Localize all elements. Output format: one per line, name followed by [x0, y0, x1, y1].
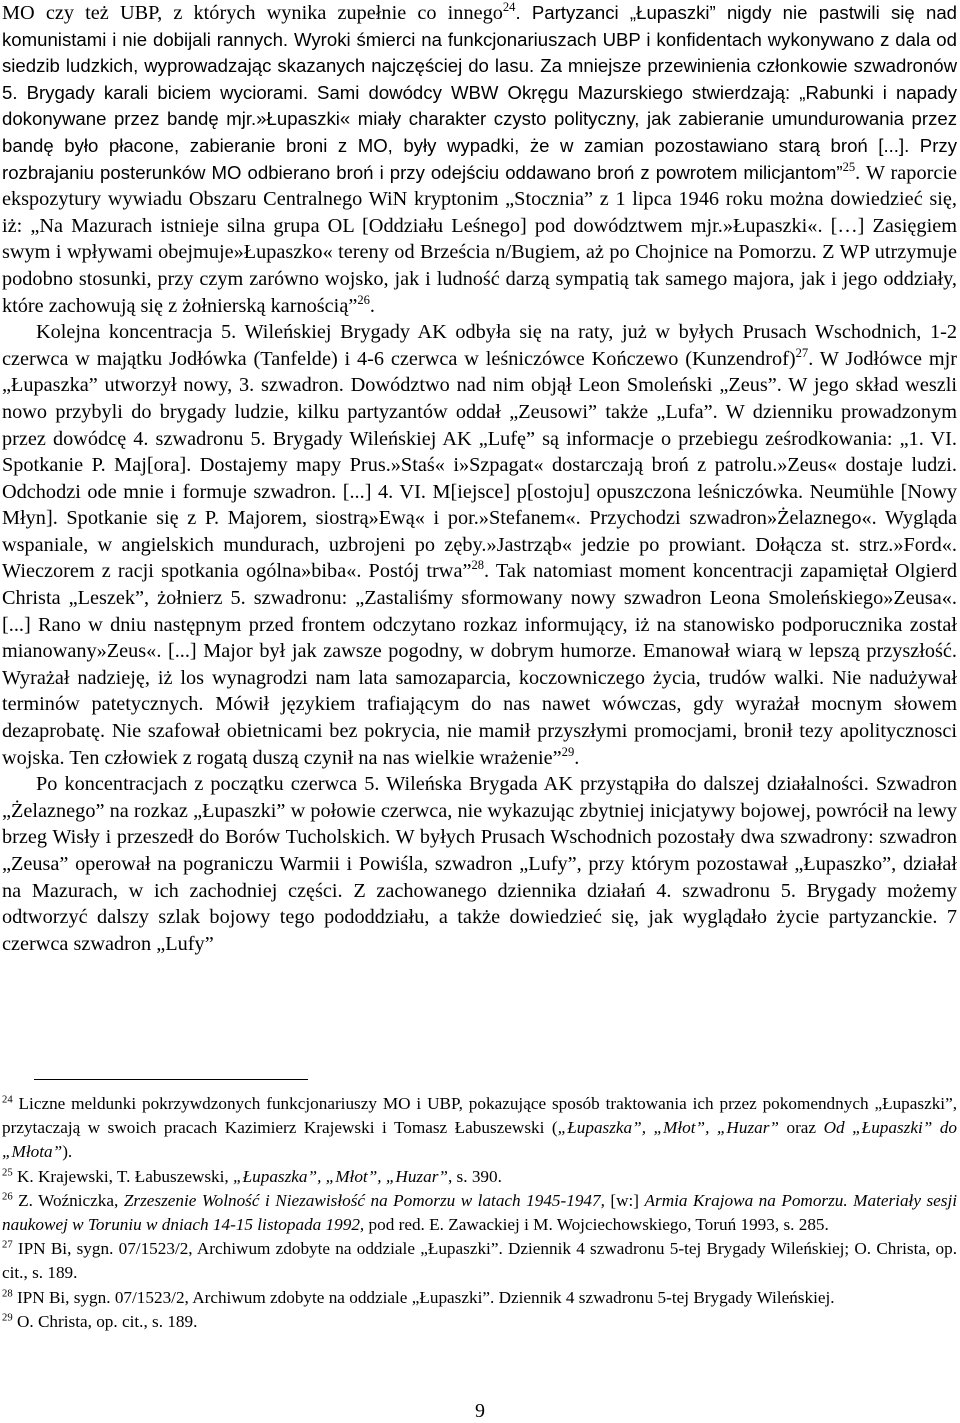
footnote-reference: 25: [842, 159, 856, 174]
text-run: .: [574, 746, 580, 769]
footnote-number: 25: [2, 1167, 13, 1178]
text-run: [w:]: [604, 1190, 645, 1210]
text-run: . W raporcie ekspozytury wywiadu Obszaru Centralnego WiN kryptonim „Stocznia” z 1 lipca 1946 roku można dowiedzieć się, iż: „Na Mazurach istnieje silna grupa OL [Oddziału Leśnego] pod dowództwem mjr.»Łupaszki«. […] Zasięgiem swym i wpływami obejmuje»Łupaszko« tereny od Brześcia n/Bugiem, aż po Chojnice na Pomorzu. Z WP utrzymuje podobno stosunki, przy czym zarówno wojsko, jak i ludność darzą sympatią tak samego majora, jak i jego oddziały, które zachowują się z żołnierską karnością”: [2, 161, 957, 317]
page-number: 9: [475, 1400, 485, 1422]
text-run: K. Krajewski, T. Łabuszewski,: [12, 1166, 234, 1186]
italic-text: Od „Łupaszki” do „Młota”: [2, 1118, 958, 1162]
footnote: [2, 1092, 957, 1165]
footnote-number: 27: [2, 1239, 13, 1251]
footnote-reference: 29: [561, 744, 575, 759]
footnote-reference: 26: [357, 292, 370, 307]
footnote: [2, 1165, 957, 1189]
footnote: [2, 1237, 957, 1285]
italic-text: „Łupaszka”, „Młot”, „Huzar”: [233, 1166, 448, 1186]
footnote: [2, 1310, 957, 1334]
footnote-number: 24: [2, 1094, 13, 1106]
text-run: .: [369, 294, 375, 317]
footnote: [2, 1189, 957, 1237]
text-run: . W Jodłówce mjr „Łupaszka” utworzył nowy, 3. szwadron. Dowództwo nad nim objął Leon Smoleński „Zeus”. W jego skład weszli nowo przybyli do brygady ludzie, kilku partyzantów oddał „Zeusowi” także „Lufa”. W dzienniku prowadzonym przez dowódcę 4. szwadronu 5. Brygady Wileńskiej AK „Lufę” są informacje o przebiegu ześrodkowania: „1. VI. Spotkanie P. Maj[ora]. Dostajemy mapy Prus.»Staś« i»Szpagat« dostarczają broń z patrolu.»Zeus« dostaje ludzi. Odchodzi ode mnie i formuje szwadron. [...] 4. VI. M[iejsce] p[ostoju] opuszczona leśniczówka. Neumühle [Nowy Młyn]. Spotkanie się z P. Majorem, siostrą»Ewą« i por.»Stefanem«. Przychodzi szwadron»Żelaznego«. Wygląda wspaniale, w angielskich mundurach, uzbrojeni po zęby.»Jastrząb« jedzie po prowiant. Dołącza st. strz.»Ford«. Wieczorem z racji spotkania ogólna»biba«. Postój trwa”: [2, 347, 957, 583]
paragraph: [2, 319, 957, 771]
footnote-number: 29: [2, 1312, 13, 1324]
quoted-text: . Partyzanci „Łupaszki” nigdy nie pastwili się nad komunistami i nie dobijali rannych. Wyroki śmierci na funkcjonariuszach UBP i konfidentach wykonywano z dala od siedzib ludzkich, wyprowadzając skazanych najczęściej do lasu. Za mniejsze przewinienia członkowie szwadronów 5. Brygady karali biciem wyciorami. Sami dowódcy WBW Okręgu Mazurskiego stwierdzają:: [2, 2, 957, 103]
footnote-reference: 28: [471, 558, 485, 573]
footnote-separator: [34, 1079, 308, 1080]
text-run: pod red. E. Zawackiej i M. Wojciechowskiego, Toruń 1993, s. 285.: [364, 1215, 829, 1235]
paragraph: [2, 771, 957, 957]
text-run: , s. 390.: [447, 1166, 502, 1186]
footnote-reference: 24: [502, 0, 516, 15]
text-run: . Tak natomiast moment koncentracji zapamiętał Olgierd Christa „Leszek”, żołnierz 5. szwadronu: „Zastaliśmy sformowany nowy szwadron Leona Smoleńskiego»Zeusa«. [...] Rano w dniu następnym przed frontem odczytano rozkaz informujący, iż na stanowisko podporucznika został mianowany»Zeus«. [...] Major był jak zawsze pogodny, w dobrym humorze. Emanował wiarą w lepszą przyszłość. Wyrażał nadzieję, iż los wynagrodzi nam lata samozaparcia, koczowniczego życia, trudów walki. Nie nadużywał terminów patetycznych. Mówił językiem trafiającym do nas nawet wówczas, gdy wyrażał mocnym słowem dezaprobatę. Nie szafował obietnicami bez pokrycia, nie mamił przyszłymi promocjami, bronił tezy apolitycznosci wojska. Ten człowiek z rogatą duszą czynił na nas wielkie wrażenie”: [2, 560, 957, 769]
text-run: IPN Bi, sygn. 07/1523/2, Archiwum zdobyte na oddziale „Łupaszki”. Dziennik 4 szwadronu 5-tej Brygady Wileńskiej; O. Christa, op. cit., s. 189.: [2, 1239, 957, 1283]
footnote-number: 26: [2, 1191, 13, 1203]
footnote-number: 28: [2, 1288, 13, 1300]
body-text: [2, 0, 957, 957]
text-run: Po koncentracjach z początku czerwca 5. Wileńska Brygada AK przystąpiła do dalszej działalności. Szwadron „Żelaznego” na rozkaz „Łupaszki” w połowie czerwca, nie wykazując zbytniej inicjatywy bojowej, powrócił na lewy brzeg Wisły i przeszedł do Borów Tucholskich. W byłych Prusach Wschodnich pozostały dwa szwadrony: szwadron „Zeusa” operował na pograniczu Warmii i Powiśla, szwadron „Lufy”, przy którym pozostawał „Łupaszko”, działał na Mazurach, w ich zachodniej części. Z zachowanego dziennika działań 4. szwadronu 5. Brygady możemy odtworzyć dalszy szlak bojowy tego pododdziału, a także dowiedzieć się, jak wyglądało życie partyzanckie. 7 czerwca szwadron „Lufy”: [2, 773, 957, 955]
italic-text: „Łupaszka”, „Młot”, „Huzar”: [557, 1118, 779, 1138]
footnotes: [2, 1092, 957, 1334]
italic-text: Zrzeszenie Wolność i Niezawisłość na Pomorzu w latach 1945-1947,: [123, 1190, 605, 1210]
text-run: Kolejna koncentracja 5. Wileńskiej Brygady AK odbyła się na raty, już w byłych Prusach Wschodnich, 1-2 czerwca w majątku Jodłówka (Tanfelde) i 4-6 czerwca w leśniczówce Kończewo (Kunzendrof): [2, 321, 957, 370]
text-run: Z. Woźniczka,: [12, 1190, 124, 1210]
text-run: oraz: [778, 1118, 824, 1138]
text-run: Liczne meldunki pokrzywdzonych funkcjonariuszy MO i UBP, pokazujące sposób traktowania ich przez pokomendnych „Łupaszki”, przytaczają w swoich pracach Kazimierz Krajewski i Tomasz Łabuszewski (: [2, 1094, 957, 1138]
text-run: O. Christa, op. cit., s. 189.: [12, 1311, 198, 1331]
text-run: MO czy też UBP, z których wynika zupełnie co innego: [2, 2, 503, 24]
italic-text: Armia Krajowa na Pomorzu. Materiały sesji naukowej w Toruniu w dniach 14-15 listopada 1992,: [2, 1190, 957, 1235]
footnote: [2, 1286, 957, 1310]
text-run: ).: [62, 1142, 73, 1162]
footnote-reference: 27: [795, 345, 809, 360]
paragraph: [2, 0, 957, 319]
text-run: IPN Bi, sygn. 07/1523/2, Archiwum zdobyte na oddziale „Łupaszki”. Dziennik 4 szwadronu 5-tej Brygady Wileńskiej.: [12, 1287, 835, 1307]
quoted-text: „Rabunki i napady dokonywane przez bandę mjr.»Łupaszki« miały charakter czysto polityczny, jak zabieranie umundurowania przez bandę było płacone, zabieranie broni z MO, były wypadki, że w zamian pozostawiano starą broń [...]. Przy rozbrajaniu posterunków MO odbierano broń i przy odejściu oddawano broń z powrotem milicjantom”: [2, 81, 957, 183]
